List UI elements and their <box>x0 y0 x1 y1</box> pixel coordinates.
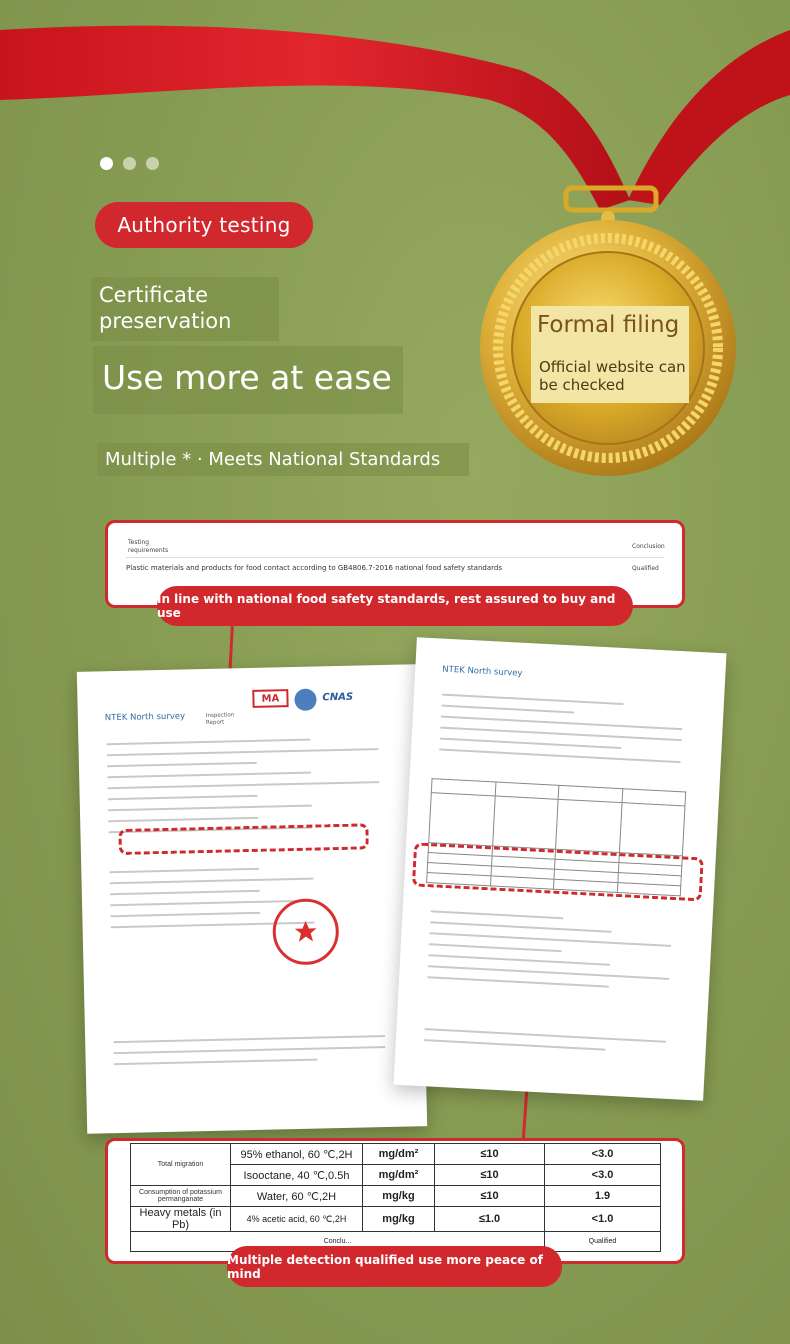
table-row <box>131 1207 661 1232</box>
condition-cell: Isooctane, 40 ℃,0.5h <box>231 1165 363 1186</box>
carousel-dot-3[interactable] <box>146 157 159 170</box>
national-standards-text: Multiple * · Meets National Standards <box>97 443 469 476</box>
formal-filing-label <box>531 306 689 403</box>
divider <box>126 557 664 558</box>
conclusion-label: Conclusion <box>632 543 665 550</box>
medal-title: Formal filing <box>537 312 680 338</box>
limit-cell: ≤1.0 <box>435 1207 545 1232</box>
table-row <box>131 1186 661 1207</box>
cnas-logo-icon: CNAS <box>322 691 354 704</box>
condition-cell: 95% ethanol, 60 ℃,2H <box>231 1144 363 1165</box>
inspection-report-label: Inspection Report <box>205 712 235 726</box>
medal-subtitle: Official website can be checked <box>539 358 686 394</box>
certification-logos <box>252 688 353 712</box>
qualified-cell: Qualified <box>545 1232 661 1252</box>
report-text-lines <box>427 910 673 1000</box>
value-cell: 1.9 <box>545 1186 661 1207</box>
unit-cell: mg/kg <box>363 1186 435 1207</box>
carousel-dot-1[interactable] <box>100 157 113 170</box>
carousel-dot-2[interactable] <box>123 157 136 170</box>
report-footer-lines <box>423 1028 666 1063</box>
limit-cell: ≤10 <box>435 1186 545 1207</box>
inspection-report-document <box>77 664 427 1134</box>
item-cell: Consumption of potassium permanganate <box>131 1186 231 1207</box>
results-table <box>130 1143 661 1252</box>
report-text-lines <box>109 865 382 937</box>
unit-cell: mg/dm² <box>363 1165 435 1186</box>
use-more-headline: Use more at ease <box>93 346 403 414</box>
authority-testing-pill: Authority testing <box>95 202 313 248</box>
certificate-preservation-text: Certificate preservation <box>91 277 279 341</box>
test-results-document <box>393 637 726 1101</box>
item-cell: Total migration <box>131 1144 231 1186</box>
carousel-dots <box>100 157 159 170</box>
condition-cell: 4% acetic acid, 60 ℃,2H <box>231 1207 363 1232</box>
limit-cell: ≤10 <box>435 1165 545 1186</box>
report-text-lines <box>439 694 684 773</box>
report-footer-lines <box>113 1035 386 1074</box>
ntek-brand: NTEK North survey <box>104 711 186 724</box>
unit-cell: mg/kg <box>363 1207 435 1232</box>
conclusion-cell: Conclu... <box>131 1232 545 1252</box>
condition-cell: Water, 60 ℃,2H <box>231 1186 363 1207</box>
limit-cell: ≤10 <box>435 1144 545 1165</box>
value-cell: <3.0 <box>545 1144 661 1165</box>
value-cell: <3.0 <box>545 1165 661 1186</box>
testing-requirements-label: Testing requirements <box>128 539 169 554</box>
qualified-result: Qualified <box>632 565 659 572</box>
value-cell: <1.0 <box>545 1207 661 1232</box>
ntek-brand: NTEK North survey <box>442 664 523 679</box>
highlight-dashed-box <box>118 823 369 855</box>
standard-text: Plastic materials and products for food contact according to GB4806.7-2016 national food safety standards <box>126 564 502 572</box>
table-row <box>131 1144 661 1165</box>
food-safety-banner: In line with national food safety standards, rest assured to buy and use <box>157 586 633 626</box>
item-cell: Heavy metals (in Pb) <box>131 1207 231 1232</box>
detection-qualified-banner: Multiple detection qualified use more peace of mind <box>227 1246 562 1287</box>
ilac-logo-icon <box>294 688 316 710</box>
unit-cell: mg/dm² <box>363 1144 435 1165</box>
official-stamp-icon <box>272 898 339 965</box>
cma-logo-icon: MA <box>252 689 288 708</box>
